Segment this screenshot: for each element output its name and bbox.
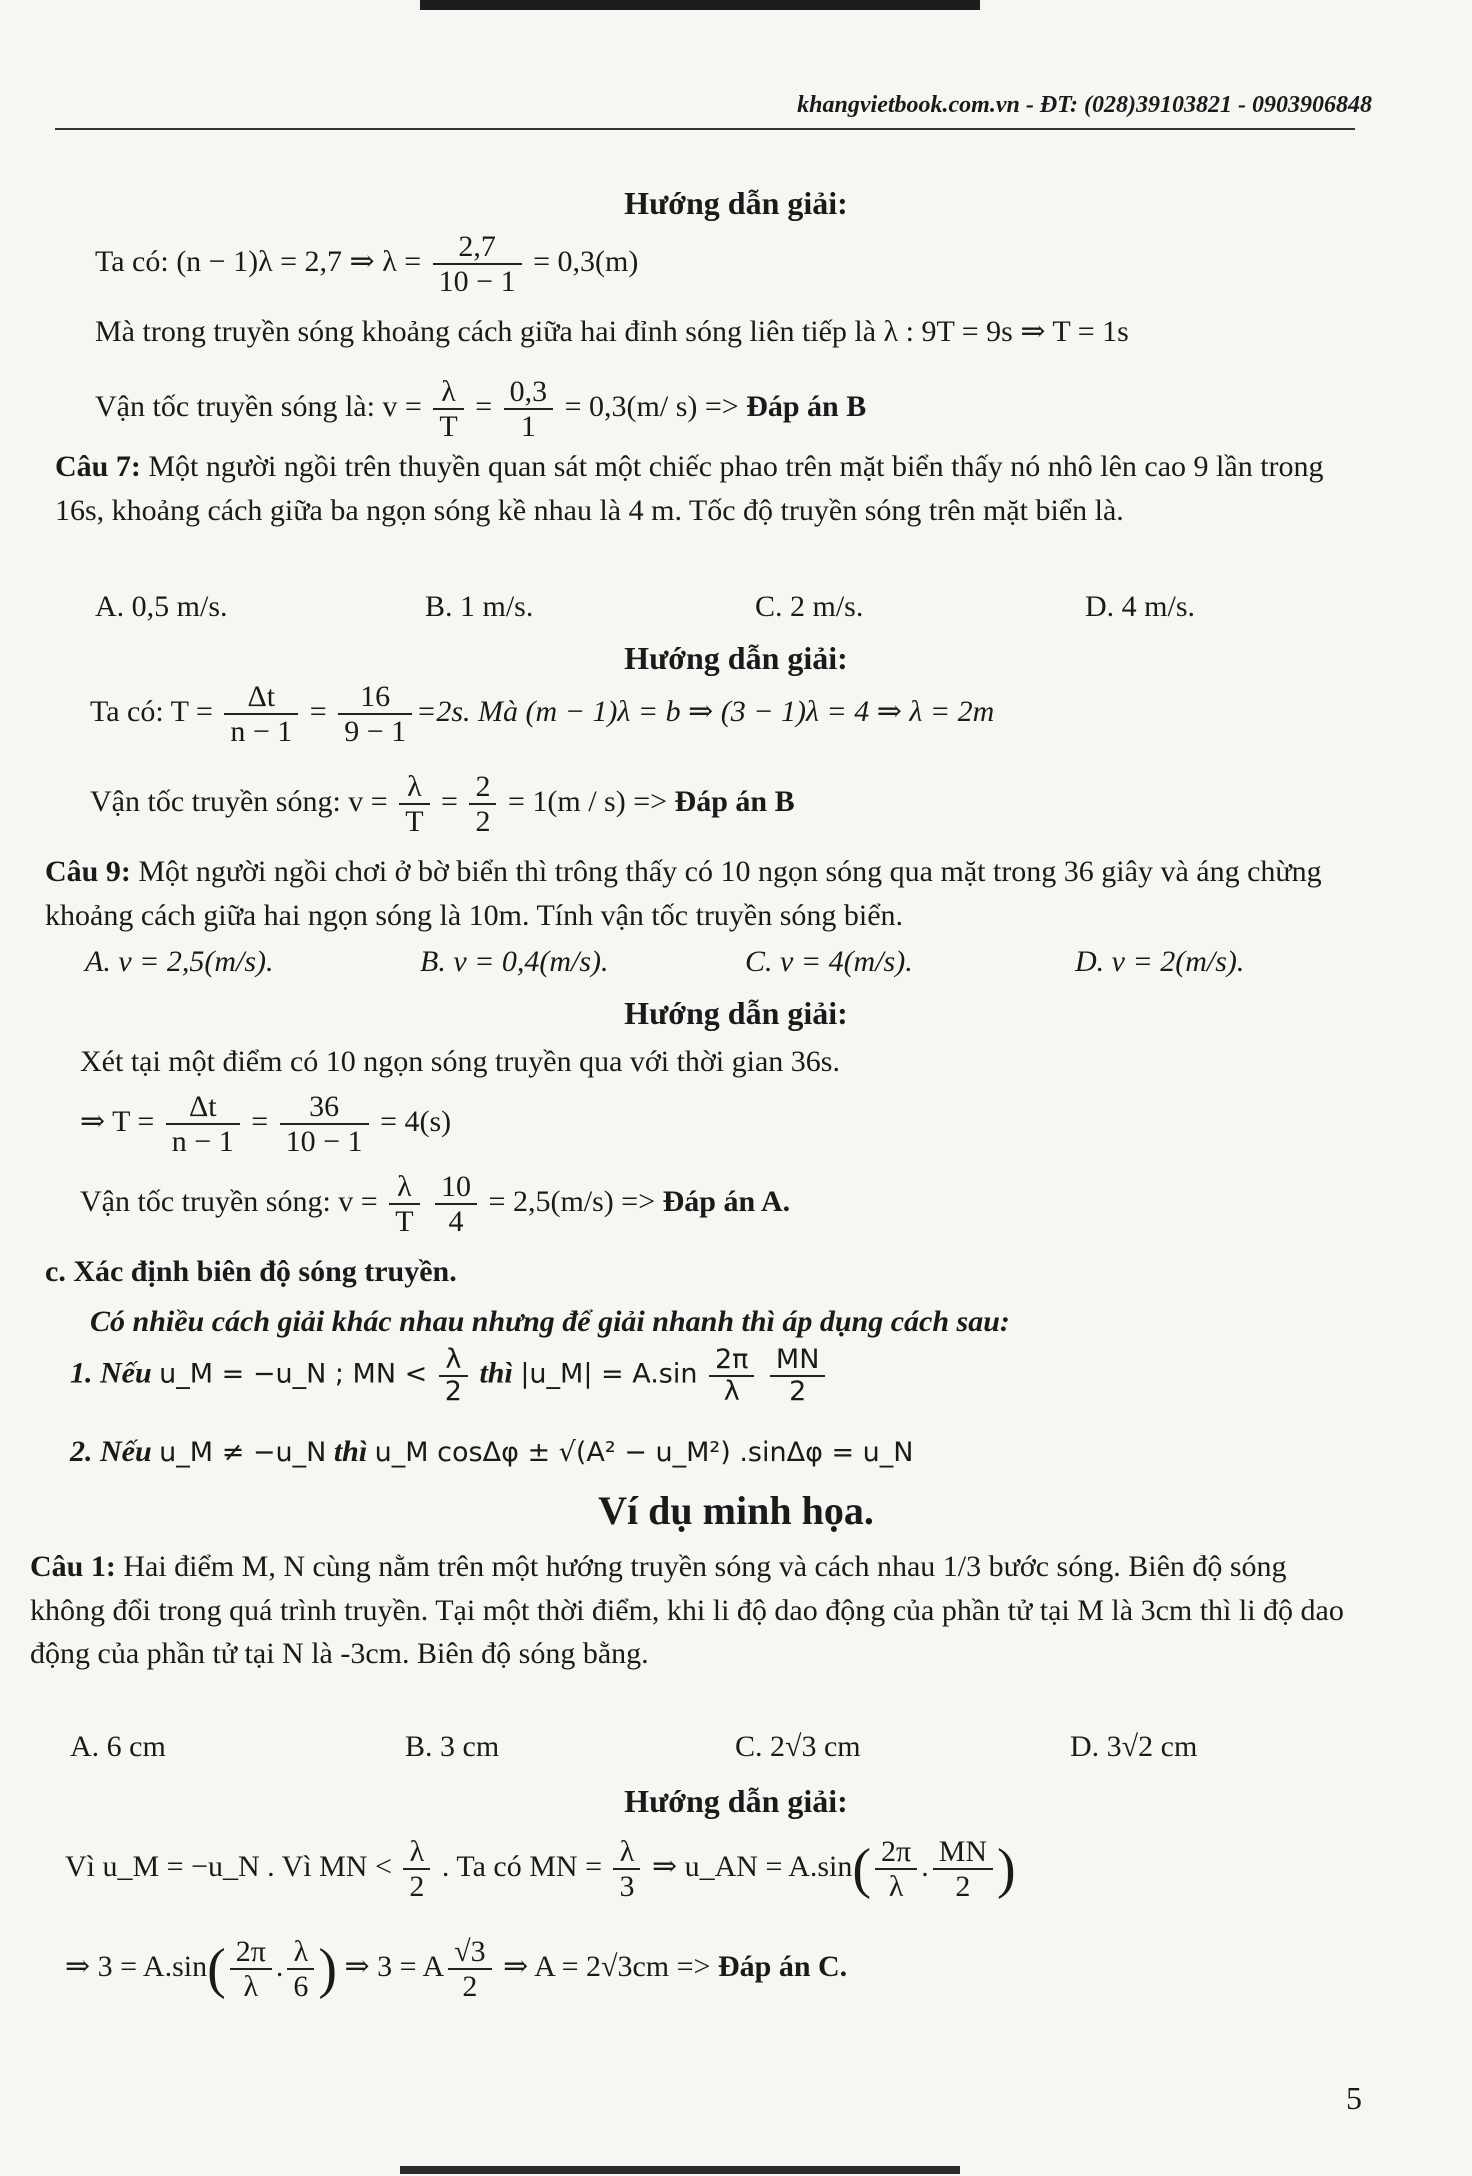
q9-choice-a: A. v = 2,5(m/s). [85,945,274,978]
q9-sol-line1: Xét tại một điểm có 10 ngọn sóng truyền qua với thời gian 36s. [80,1045,840,1078]
q9-solution-title: Hướng dẫn giải: [624,995,848,1031]
q7-choices [95,585,1355,629]
page-number: 5 [1346,2080,1362,2116]
q9-sol-line3: Vận tốc truyền sóng: v = $\frac{\lambda}{T}$ $\frac{10}{4}$ = 2,5(m/s) => Đáp án A. [80,1170,791,1238]
rule-1: 1. Nếu u_M = −u_N ; MN < $\frac{\lambda}{2}$ thì |u_M| = A.sin $\frac{2\pi}{\lambda}$ $\frac{MN}{2}$ [70,1345,829,1406]
q7-sol-line1: Ta có: T = $\frac{\Delta t}{n - 1}$ = $\frac{16}{9 - 1}$ =2s. Mà (m − 1)λ = b ⇒ (3 − 1)λ = 4 ⇒ λ = 2m [90,680,995,748]
example-choices [70,1725,1370,1769]
section-c-title: c. Xác định biên độ sóng truyền. [45,1255,457,1288]
bottom-edge-bar [400,2166,960,2174]
rule-2: 2. Nếu u_M ≠ −u_N thì u_M cosΔφ ± √(A² − u_M²) .sinΔφ = u_N [70,1435,914,1468]
ex-choice-b: B. 3 cm [405,1730,500,1763]
q9-choices [85,940,1365,984]
solution-title-1: Hướng dẫn giải: [624,185,848,221]
example-question-1: Câu 1: Hai điểm M, N cùng nằm trên một hướng truyền sóng và cách nhau 1/3 bước sóng. Biên độ sóng không đổi trong quá trình truyền. Tại một thời điểm, khi li độ dao động của phần tử tại M là 3cm thì li độ dao động của phần tử tại N là -3cm. Biên độ sóng bằng. [30,1550,1344,1670]
q9-sol-line2: ⇒ T = $\frac{\Delta t}{n - 1}$ = $\frac{36}{10 - 1}$ = 4(s) [80,1090,452,1158]
q9-choice-d: D. v = 2(m/s). [1075,945,1245,978]
header-rule [55,128,1355,130]
sec1-line2: Mà trong truyền sóng khoảng cách giữa hai đỉnh sóng liên tiếp là λ : 9T = 9s ⇒ T = 1s [95,315,1129,348]
sec1-line3: Vận tốc truyền sóng là: v = $\frac{\lambda}{T}$ = $\frac{0,3}{1}$ = 0,3(m/ s) => Đáp án B [95,375,867,443]
top-edge-bar [420,0,980,10]
q7-choice-a: A. 0,5 m/s. [95,590,228,623]
ex-choice-c: C. 2√3 cm [735,1730,861,1763]
question-9: Câu 9: Một người ngồi chơi ở bờ biển thì trông thấy có 10 ngọn sóng qua mặt trong 36 giây và áng chừng khoảng cách giữa hai ngọn sóng là 10m. Tính vận tốc truyền sóng biển. [45,855,1322,932]
example-solution-title: Hướng dẫn giải: [624,1783,848,1819]
ex-choice-a: A. 6 cm [70,1730,166,1763]
question-7: Câu 7: Một người ngồi trên thuyền quan sát một chiếc phao trên mặt biển thấy nó nhô lên cao 9 lần trong 16s, khoảng cách giữa ba ngọn sóng kề nhau là 4 m. Tốc độ truyền sóng trên mặt biển là. [55,450,1324,527]
examples-title: Ví dụ minh họa. [598,1488,874,1533]
q7-solution-title: Hướng dẫn giải: [624,640,848,676]
sec1-line1: Ta có: (n − 1)λ = 2,7 ⇒ λ = $\frac{2,7}{10 - 1}$ = 0,3(m) [95,230,639,298]
page-header: khangvietbook.com.vn - ĐT: (028)39103821 - 0903906848 [797,92,1372,118]
ex-sol-line1: Vì u_M = −u_N . Vì MN < $\frac{\lambda}{2}$ . Ta có MN = $\frac{\lambda}{3}$ ⇒ u_AN = A.sin( $\frac{2\pi}{\lambda}$ . $\frac{MN}{2}$ ) [65,1835,1016,1903]
q7-choice-b: B. 1 m/s. [425,590,534,623]
ex-choice-d: D. 3√2 cm [1070,1730,1198,1763]
q9-choice-b: B. v = 0,4(m/s). [420,945,609,978]
q7-sol-line2: Vận tốc truyền sóng: v = $\frac{\lambda}{T}$ = $\frac{2}{2}$ = 1(m / s) => Đáp án B [90,770,795,838]
q9-choice-c: C. v = 4(m/s). [745,945,913,978]
q7-choice-d: D. 4 m/s. [1085,590,1196,623]
section-c-intro: Có nhiều cách giải khác nhau nhưng để giải nhanh thì áp dụng cách sau: [90,1305,1010,1338]
ex-sol-line2: ⇒ 3 = A.sin( $\frac{2\pi}{\lambda}$ . $\frac{\lambda}{6}$ ) ⇒ 3 = A $\frac{√3}{2}$ ⇒ A = 2√3cm => Đáp án C. [65,1935,848,2003]
q7-choice-c: C. 2 m/s. [755,590,864,623]
